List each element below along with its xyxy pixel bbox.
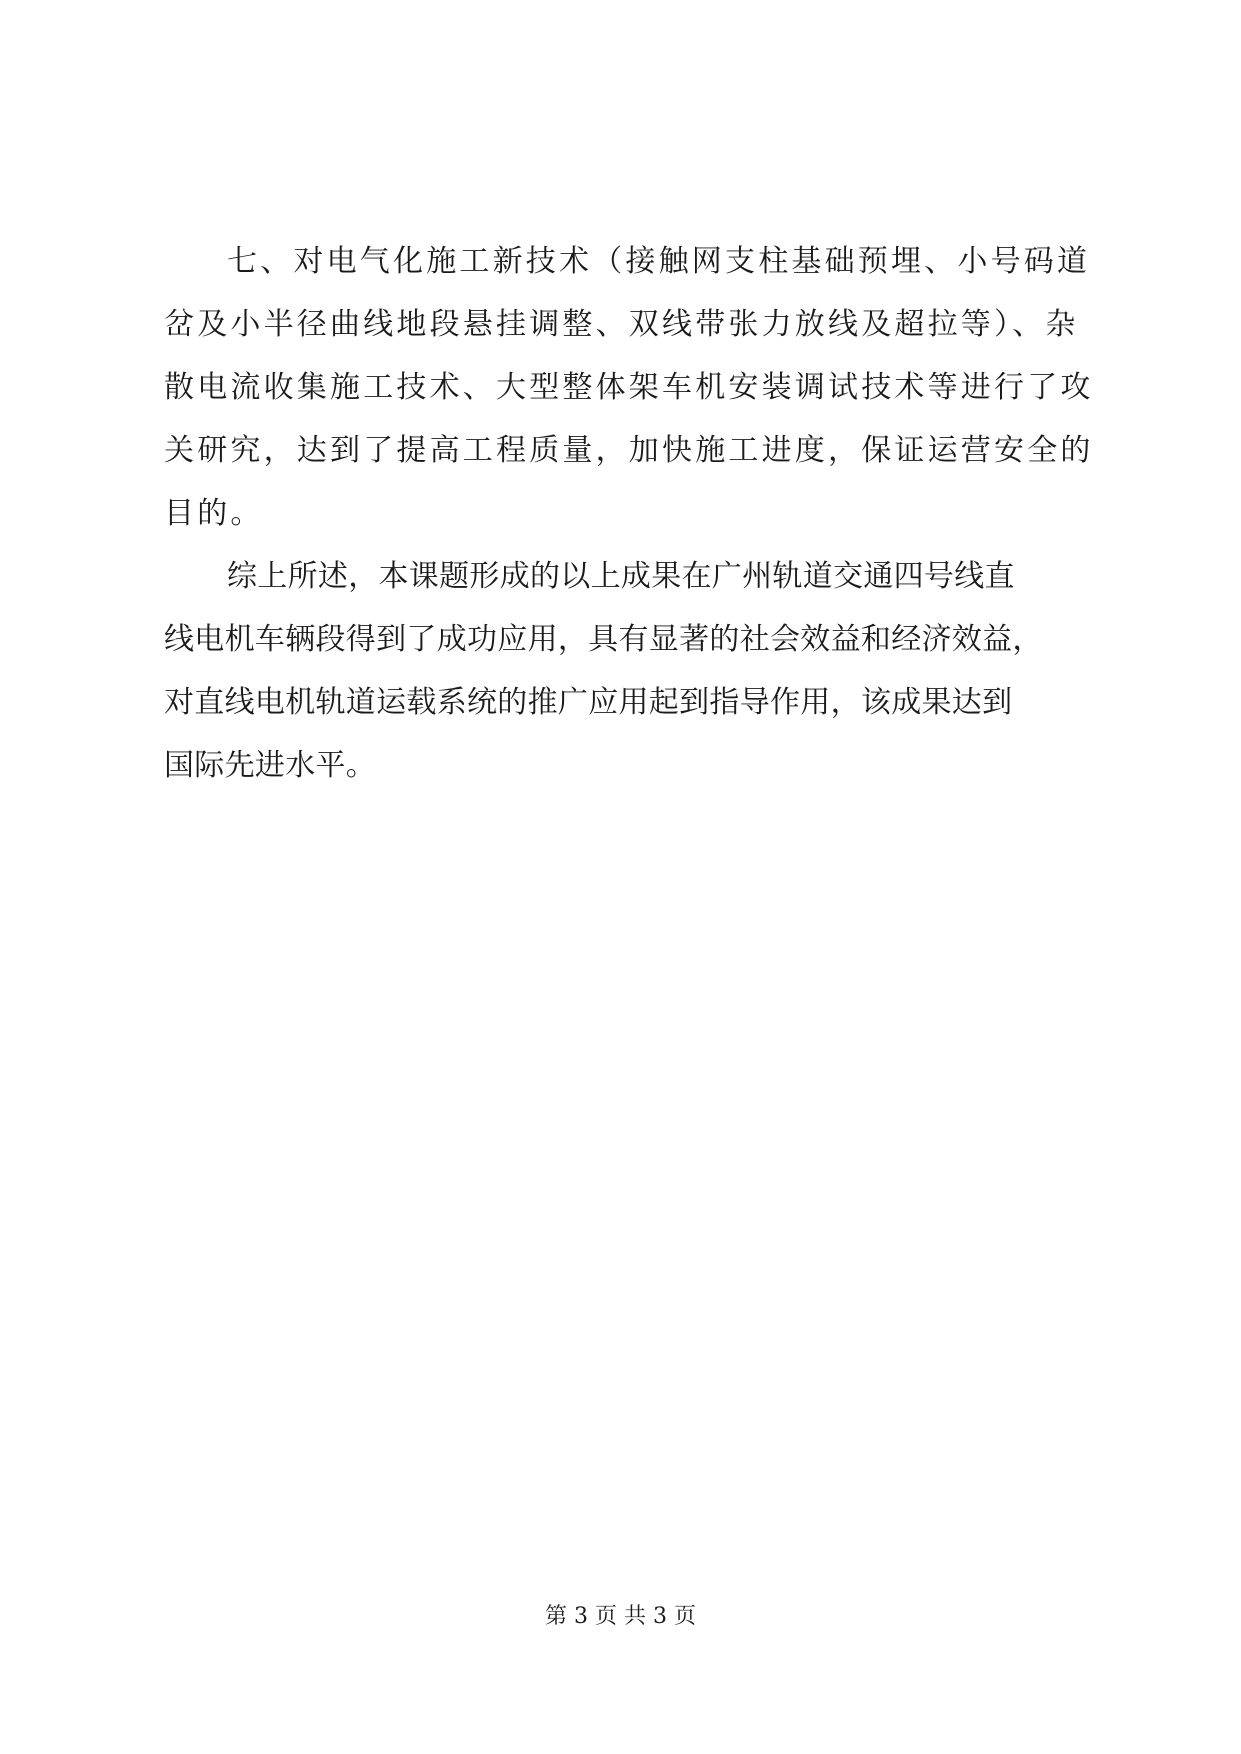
paragraph-2-line-2: 线电机车辆段得到了成功应用，具有显著的社会效益和经济效益， bbox=[164, 622, 1043, 657]
paragraph-1-line-4: 关研究，达到了提高工程质量，加快施工进度，保证运营安全的 bbox=[164, 433, 1094, 468]
paragraph-1-line-3: 散电流收集施工技术、大型整体架车机安装调试技术等进行了攻 bbox=[164, 370, 1094, 405]
paragraph-2-line-3: 对直线电机轨道运载系统的推广应用起到指导作用，该成果达到 bbox=[164, 685, 1013, 720]
paragraph-2-line-4: 国际先进水平。 bbox=[164, 748, 377, 783]
paragraph-2-line-1: 综上所述，本课题形成的以上成果在广州轨道交通四号线直 bbox=[227, 559, 1015, 594]
page-number-footer: 第 3 页 共 3 页 bbox=[545, 1604, 696, 1629]
paragraph-1-line-1: 七、对电气化施工新技术（接触网支柱基础预埋、小号码道 bbox=[227, 244, 1091, 279]
paragraph-1-line-2: 岔及小半径曲线地段悬挂调整、双线带张力放线及超拉等）、杂 bbox=[164, 307, 1079, 342]
paragraph-1-line-5: 目的。 bbox=[164, 496, 264, 531]
